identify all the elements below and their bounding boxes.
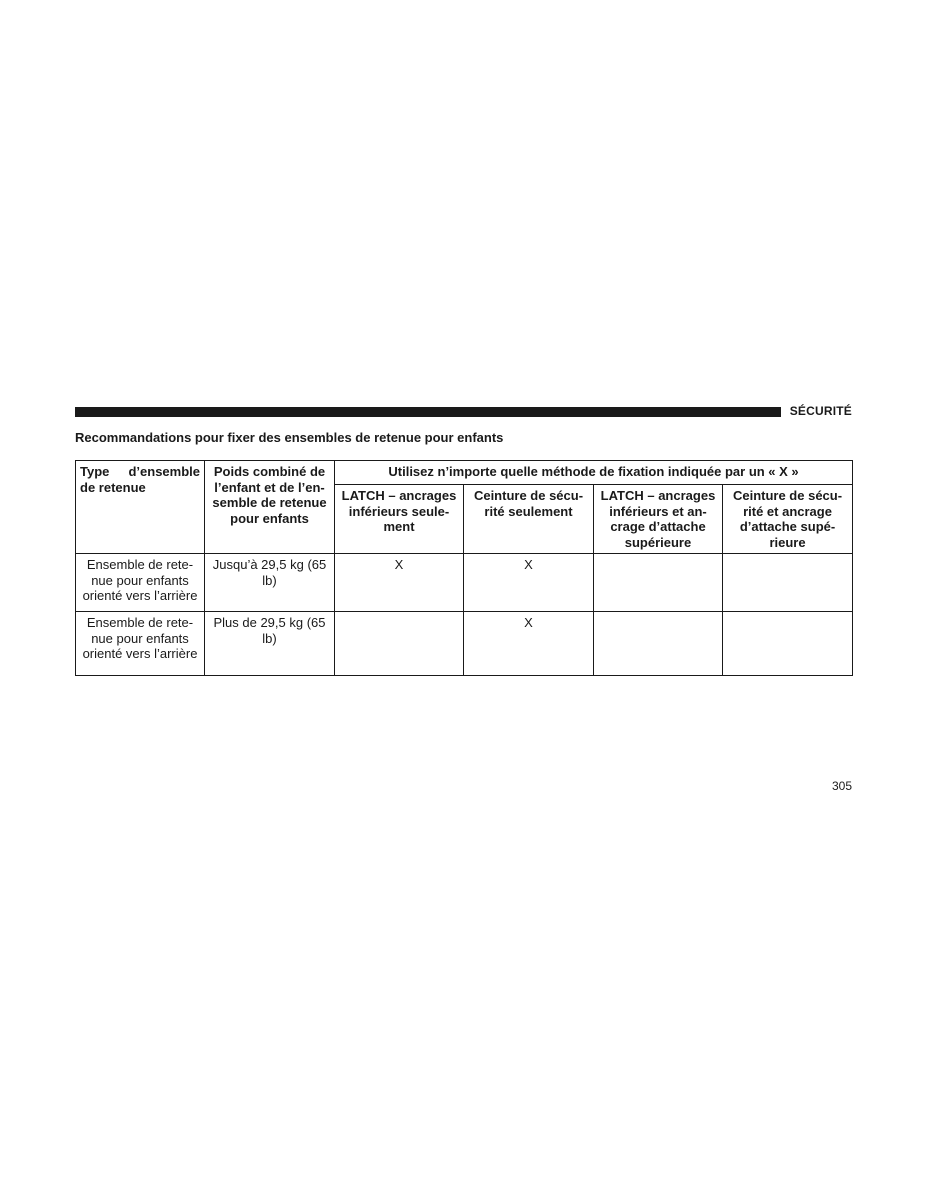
cell-weight: Plus de 29,5 kg (65 lb) [205, 612, 335, 676]
column-header-seatbelt: Ceinture de sécu-rité seulement [464, 485, 594, 554]
column-header-type: Type d’ensemble de retenue [76, 461, 205, 554]
column-header-weight: Poids combiné de l’enfant et de l’en-semble de retenue pour enfants [205, 461, 335, 554]
cell-mark-seatbelt-tether [723, 554, 853, 612]
cell-mark-latch-lower [335, 612, 464, 676]
cell-mark-seatbelt-tether [723, 612, 853, 676]
cell-mark-seatbelt: X [464, 554, 594, 612]
section-header-bar [75, 407, 781, 417]
column-header-seatbelt-tether: Ceinture de sécu-rité et ancrage d’attache supé-rieure [723, 485, 853, 554]
cell-mark-latch-tether [594, 612, 723, 676]
cell-weight: Jusqu’à 29,5 kg (65 lb) [205, 554, 335, 612]
section-title: SÉCURITÉ [789, 404, 852, 418]
cell-restraint-type: Ensemble de rete-nue pour enfants orienté vers l’arrière [76, 554, 205, 612]
table-header-row [76, 461, 853, 485]
cell-mark-latch-tether [594, 554, 723, 612]
table-title: Recommandations pour fixer des ensembles de retenue pour enfants [75, 430, 504, 445]
cell-mark-seatbelt: X [464, 612, 594, 676]
cell-restraint-type: Ensemble de rete-nue pour enfants orienté vers l’arrière [76, 612, 205, 676]
cell-mark-latch-lower: X [335, 554, 464, 612]
column-header-latch-tether: LATCH – ancrages inférieurs et an-crage d’attache supérieure [594, 485, 723, 554]
table-row [76, 554, 853, 612]
column-header-method-group: Utilisez n’importe quelle méthode de fixation indiquée par un « X » [335, 461, 853, 485]
child-restraint-table [75, 460, 853, 676]
column-header-latch-lower: LATCH – ancrages inférieurs seule-ment [335, 485, 464, 554]
table-row [76, 612, 853, 676]
page-number: 305 [831, 779, 852, 793]
